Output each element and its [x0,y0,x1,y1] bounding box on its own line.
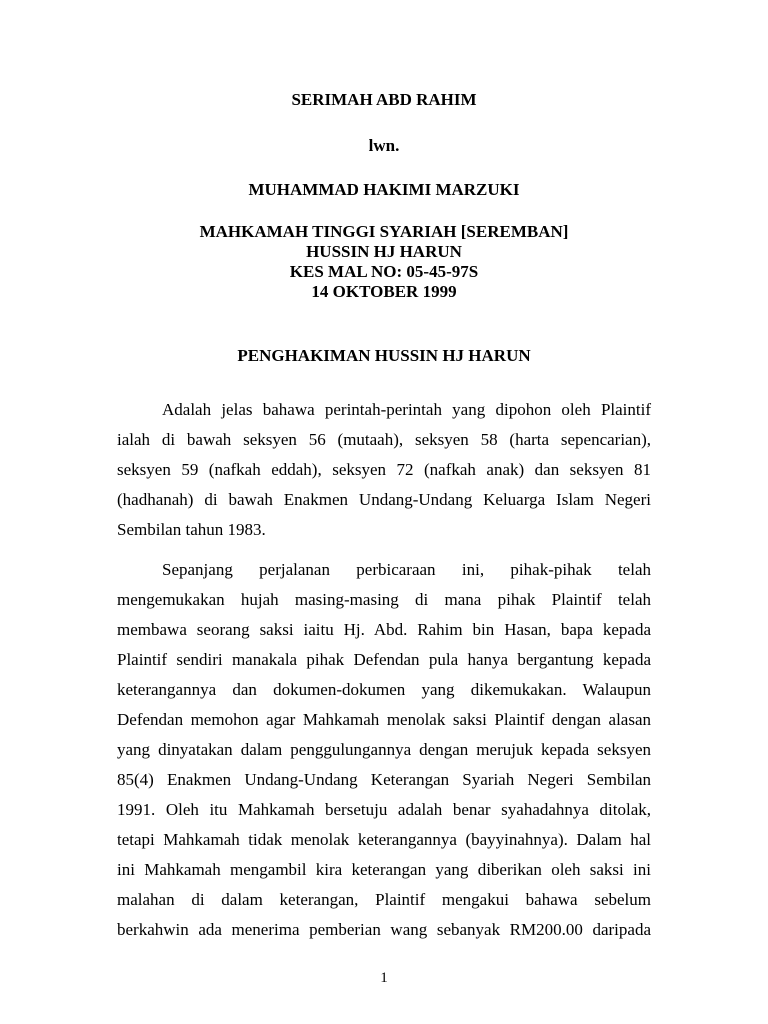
paragraph-line: Sepanjang perjalanan perbicaraan ini, pihak-pihak telah [162,560,651,579]
paragraph-line: berkahwin ada menerima pemberian wang sebanyak RM200.00 daripada [117,920,651,939]
paragraph-line: ini Mahkamah mengambil kira keterangan yang diberikan oleh saksi ini [117,860,651,879]
paragraph-line: mengemukakan hujah masing-masing di mana pihak Plaintif telah [117,590,651,609]
defendant-name: MUHAMMAD HAKIMI MARZUKI [248,180,520,199]
paragraph-line: yang dinyatakan dalam penggulungannya dengan merujuk kepada seksyen [117,740,651,759]
paragraph-line: Sembilan tahun 1983. [117,520,266,539]
versus-label: lwn. [368,136,400,155]
paragraph-line: keterangannya dan dokumen-dokumen yang dikemukakan. Walaupun [117,680,651,699]
paragraph-line: 1991. Oleh itu Mahkamah bersetuju adalah benar syahadahnya ditolak, [117,800,651,819]
paragraph-line: ialah di bawah seksyen 56 (mutaah), seksyen 58 (harta sepencarian), [117,430,651,449]
paragraph-line: Adalah jelas bahawa perintah-perintah yang dipohon oleh Plaintif [162,400,651,419]
court-details [0,222,768,302]
case-number: KES MAL NO: 05-45-97S [289,262,479,281]
paragraph-1 [117,395,651,545]
paragraph-line: membawa seorang saksi iaitu Hj. Abd. Rahim bin Hasan, bapa kepada [117,620,651,639]
paragraph-line: Defendan memohon agar Mahkamah menolak saksi Plaintif dengan alasan [117,710,651,729]
paragraph-line: seksyen 59 (nafkah eddah), seksyen 72 (nafkah anak) dan seksyen 81 [117,460,651,479]
paragraph-2 [117,555,651,945]
paragraph-line: Plaintif sendiri manakala pihak Defendan pula hanya bergantung kepada [117,650,651,669]
plaintiff-name: SERIMAH ABD RAHIM [291,90,477,109]
paragraph-line: tetapi Mahkamah tidak menolak keterangannya (bayyinahnya). Dalam hal [117,830,651,849]
paragraph-line: (hadhanah) di bawah Enakmen Undang-Undang Keluarga Islam Negeri [117,490,651,509]
court-name: MAHKAMAH TINGGI SYARIAH [SEREMBAN] [199,222,569,241]
paragraph-line: malahan di dalam keterangan, Plaintif mengakui bahawa sebelum [117,890,651,909]
case-date: 14 OKTOBER 1999 [311,282,457,301]
page-number: 1 [380,970,388,986]
judge-name: HUSSIN HJ HARUN [306,242,462,261]
paragraph-line: 85(4) Enakmen Undang-Undang Keterangan Syariah Negeri Sembilan [117,770,651,789]
judgment-title: PENGHAKIMAN HUSSIN HJ HARUN [237,346,531,365]
